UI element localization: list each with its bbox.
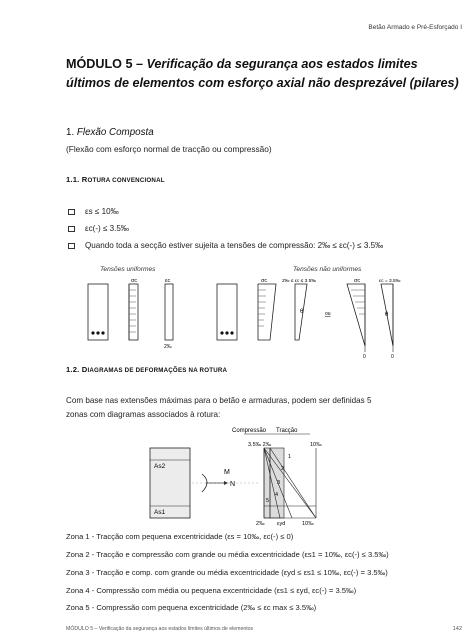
zero-label: 0 [363, 354, 366, 360]
bottom-10-label: 10‰ [302, 521, 314, 527]
nonuniform-stress-block [258, 284, 276, 340]
bottom-eyd-label: εyd [277, 521, 286, 527]
sigma-c-label: σc [354, 278, 361, 284]
zone-label: 3 [277, 480, 281, 486]
running-header: Betão Armado e Pré-Esforçado I [368, 24, 462, 31]
rebar-dot [220, 331, 223, 334]
zone-description: Zona 2 - Tracção e compressão com grande ou média excentricidade (εs1 = 10‰, εc(-) ≤ 3.5‰) [66, 550, 389, 559]
bullet-item [68, 207, 119, 216]
bullet-item [68, 241, 383, 250]
moment-label: M [224, 469, 230, 476]
zone-description: Zona 3 - Tracção e comp. com grande ou média excentricidade (εyd ≤ εs1 ≤ 10‰, εc(-) = 3.5‰) [66, 568, 388, 577]
page-number: 142 [452, 626, 462, 632]
section-1-number: 1. [66, 127, 77, 138]
compression-label: Compressão [232, 428, 267, 434]
section-1-subtitle: (Flexão com esforço normal de tracção ou compressão) [66, 144, 272, 154]
bullet-text: Quando toda a secção estiver sujeita a tensões de compressão: 2‰ ≤ εc(-) ≤ 3.5‰ [85, 241, 384, 250]
section-1-1-rest: OTURA CONVENCIONAL [87, 177, 165, 184]
section-1-1-number: 1.1. [66, 175, 82, 184]
eps-c-label: εc [165, 278, 171, 284]
eps-35-label: εc = 3.5‰ [379, 279, 401, 284]
axial-label: N [230, 481, 236, 488]
range-label: 2‰ ≤ εc ≤ 3.5‰ [282, 279, 317, 284]
rebar-dot [91, 331, 94, 334]
section-1-title: Flexão Composta [76, 127, 154, 138]
title-line2: últimos de elementos com esforço axial não desprezável (pilares) [66, 76, 459, 90]
rebar-dot [101, 331, 104, 334]
section-1-1-heading [66, 175, 165, 184]
zone-label: 4 [275, 492, 279, 498]
as1-label: As1 [154, 509, 166, 516]
section-1-2-first-letter: D [81, 365, 88, 374]
page-footer: MÓDULO 5 – Verificação da segurança aos estados limites últimos de elementos [66, 626, 254, 632]
section-1-1-first-letter: R [81, 175, 88, 184]
zone-label: 5 [266, 498, 270, 504]
bullet-square-icon [68, 243, 75, 249]
bullet-square-icon [68, 209, 75, 215]
zone-description: Zona 4 - Compressão com média ou pequena excentricidade (εs1 ≤ εyd, εc(-) = 3.5‰) [66, 586, 357, 595]
stress-distribution-figure [85, 276, 415, 360]
figure-caption-uniform: Tensões uniformes [100, 266, 156, 273]
top-strain-labels: 3.5‰ 2‰ [248, 442, 272, 448]
sigma-c-label: σc [131, 278, 138, 284]
zone-label: 1 [288, 454, 292, 460]
compression-region [264, 448, 284, 518]
strain-domains-figure [140, 424, 340, 530]
uniform-stress-block [129, 284, 138, 340]
bullet-item [68, 224, 129, 233]
page-title [66, 55, 466, 93]
section-1-2-paragraph [66, 394, 416, 422]
bullet-square-icon [68, 226, 75, 232]
as2-label: As2 [154, 463, 166, 470]
uniform-strain-block [165, 284, 173, 340]
theta-label: θ [385, 312, 389, 318]
triangular-stress-block [347, 284, 365, 346]
bottom-2permil-label: 2‰ [256, 521, 265, 527]
zero-label: 0 [391, 354, 394, 360]
section-1-heading [66, 127, 154, 138]
rebar-dot [225, 331, 228, 334]
zone-label: 2 [281, 466, 285, 472]
cross-section [150, 448, 190, 518]
tension-label: Tracção [276, 428, 298, 434]
theta-label: θ [300, 309, 304, 315]
paragraph-line: zonas com diagramas associados à rotura: [66, 410, 221, 419]
two-permil-label: 2‰ [164, 344, 172, 350]
tension-10-label: 10‰ [310, 442, 322, 448]
figure-caption-nonuniform: Tensões não uniformes [293, 266, 362, 273]
section-1-2-rest: IAGRAMAS DE DEFORMAÇÕES NA ROTURA [87, 367, 228, 374]
section-1-2-number: 1.2. [66, 365, 82, 374]
title-prefix: MÓDULO 5 – [66, 57, 147, 71]
section-1-2-heading [66, 365, 227, 374]
bullet-text: εc(-) ≤ 3.5‰ [85, 224, 130, 233]
rebar-dot [230, 331, 233, 334]
rebar-dot [96, 331, 99, 334]
sigma-c-label: σc [261, 278, 268, 284]
or-label: ou [325, 311, 331, 317]
bullet-text: εs ≤ 10‰ [85, 207, 119, 216]
title-line1: Verificação da segurança aos estados limites [146, 57, 418, 71]
paragraph-line: Com base nas extensões máximas para o betão e armaduras, podem ser definidas 5 [66, 396, 372, 405]
zone-description: Zona 5 - Compressão com pequena excentricidade (2‰ ≤ εc max ≤ 3.5‰) [66, 603, 317, 612]
zone-description: Zona 1 - Tracção com pequena excentricidade (εs = 10‰, εc(-) ≤ 0) [66, 532, 294, 541]
